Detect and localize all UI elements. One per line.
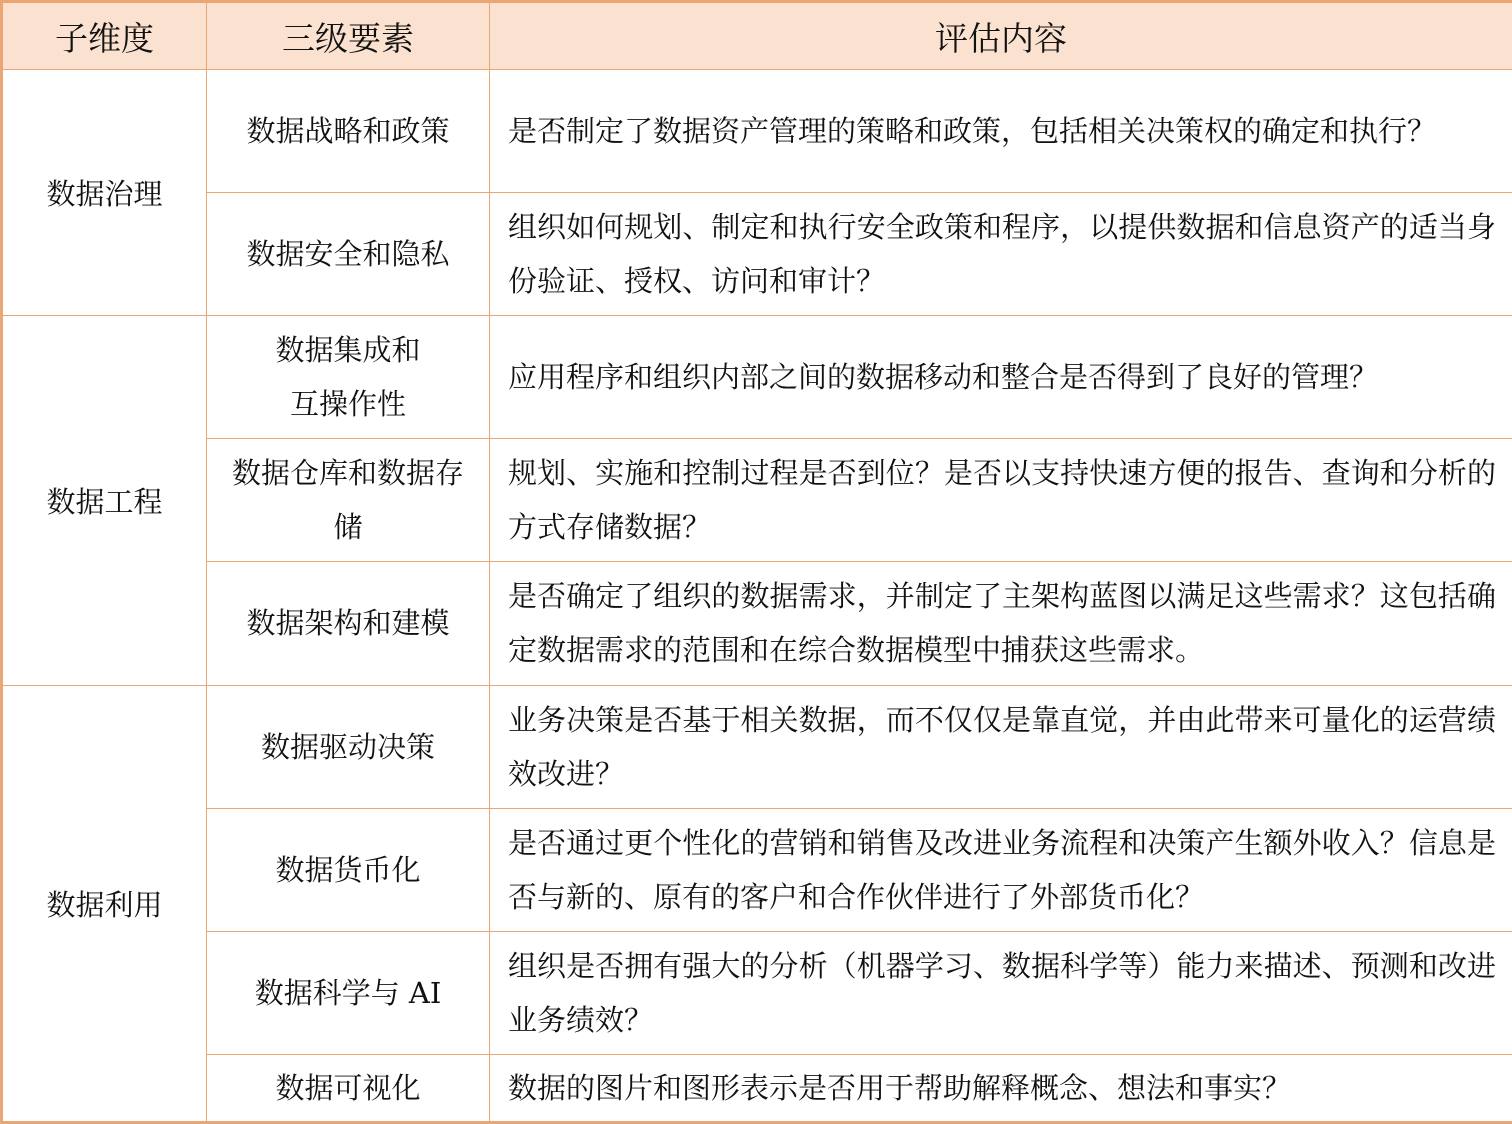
element-cell: 数据仓库和数据存储 [207,439,490,562]
table-row [2,1054,1512,1122]
table-row [2,685,1512,808]
header-content: 评估内容 [490,2,1512,70]
content-cell: 是否确定了组织的数据需求，并制定了主架构蓝图以满足这些需求？这包括确定数据需求的范围和在综合数据模型中捕获这些需求。 [490,562,1512,685]
table-row [2,193,1512,316]
content-cell: 应用程序和组织内部之间的数据移动和整合是否得到了良好的管理？ [490,316,1512,439]
element-cell: 数据可视化 [207,1054,490,1122]
header-element: 三级要素 [207,2,490,70]
dimension-cell: 数据治理 [2,70,207,316]
table-row [2,931,1512,1054]
table-row [2,562,1512,685]
content-cell: 组织如何规划、制定和执行安全政策和程序，以提供数据和信息资产的适当身份验证、授权、访问和审计？ [490,193,1512,316]
dimension-cell: 数据工程 [2,316,207,685]
element-cell: 数据架构和建模 [207,562,490,685]
element-cell: 数据科学与 AI [207,931,490,1054]
table-row [2,439,1512,562]
content-cell: 是否通过更个性化的营销和销售及改进业务流程和决策产生额外收入？信息是否与新的、原有的客户和合作伙伴进行了外部货币化？ [490,808,1512,931]
table-row [2,808,1512,931]
table-row [2,316,1512,439]
table-row [2,70,1512,193]
element-cell: 数据安全和隐私 [207,193,490,316]
element-cell: 数据驱动决策 [207,685,490,808]
content-cell: 数据的图片和图形表示是否用于帮助解释概念、想法和事实？ [490,1054,1512,1122]
element-cell: 数据货币化 [207,808,490,931]
header-row [2,2,1512,70]
header-sub-dimension: 子维度 [2,2,207,70]
dimension-cell: 数据利用 [2,685,207,1122]
element-cell: 数据集成和互操作性 [207,316,490,439]
content-cell: 业务决策是否基于相关数据，而不仅仅是靠直觉，并由此带来可量化的运营绩效改进？ [490,685,1512,808]
content-cell: 是否制定了数据资产管理的策略和政策，包括相关决策权的确定和执行？ [490,70,1512,193]
content-cell: 规划、实施和控制过程是否到位？是否以支持快速方便的报告、查询和分析的方式存储数据？ [490,439,1512,562]
content-cell: 组织是否拥有强大的分析（机器学习、数据科学等）能力来描述、预测和改进业务绩效？ [490,931,1512,1054]
element-cell: 数据战略和政策 [207,70,490,193]
